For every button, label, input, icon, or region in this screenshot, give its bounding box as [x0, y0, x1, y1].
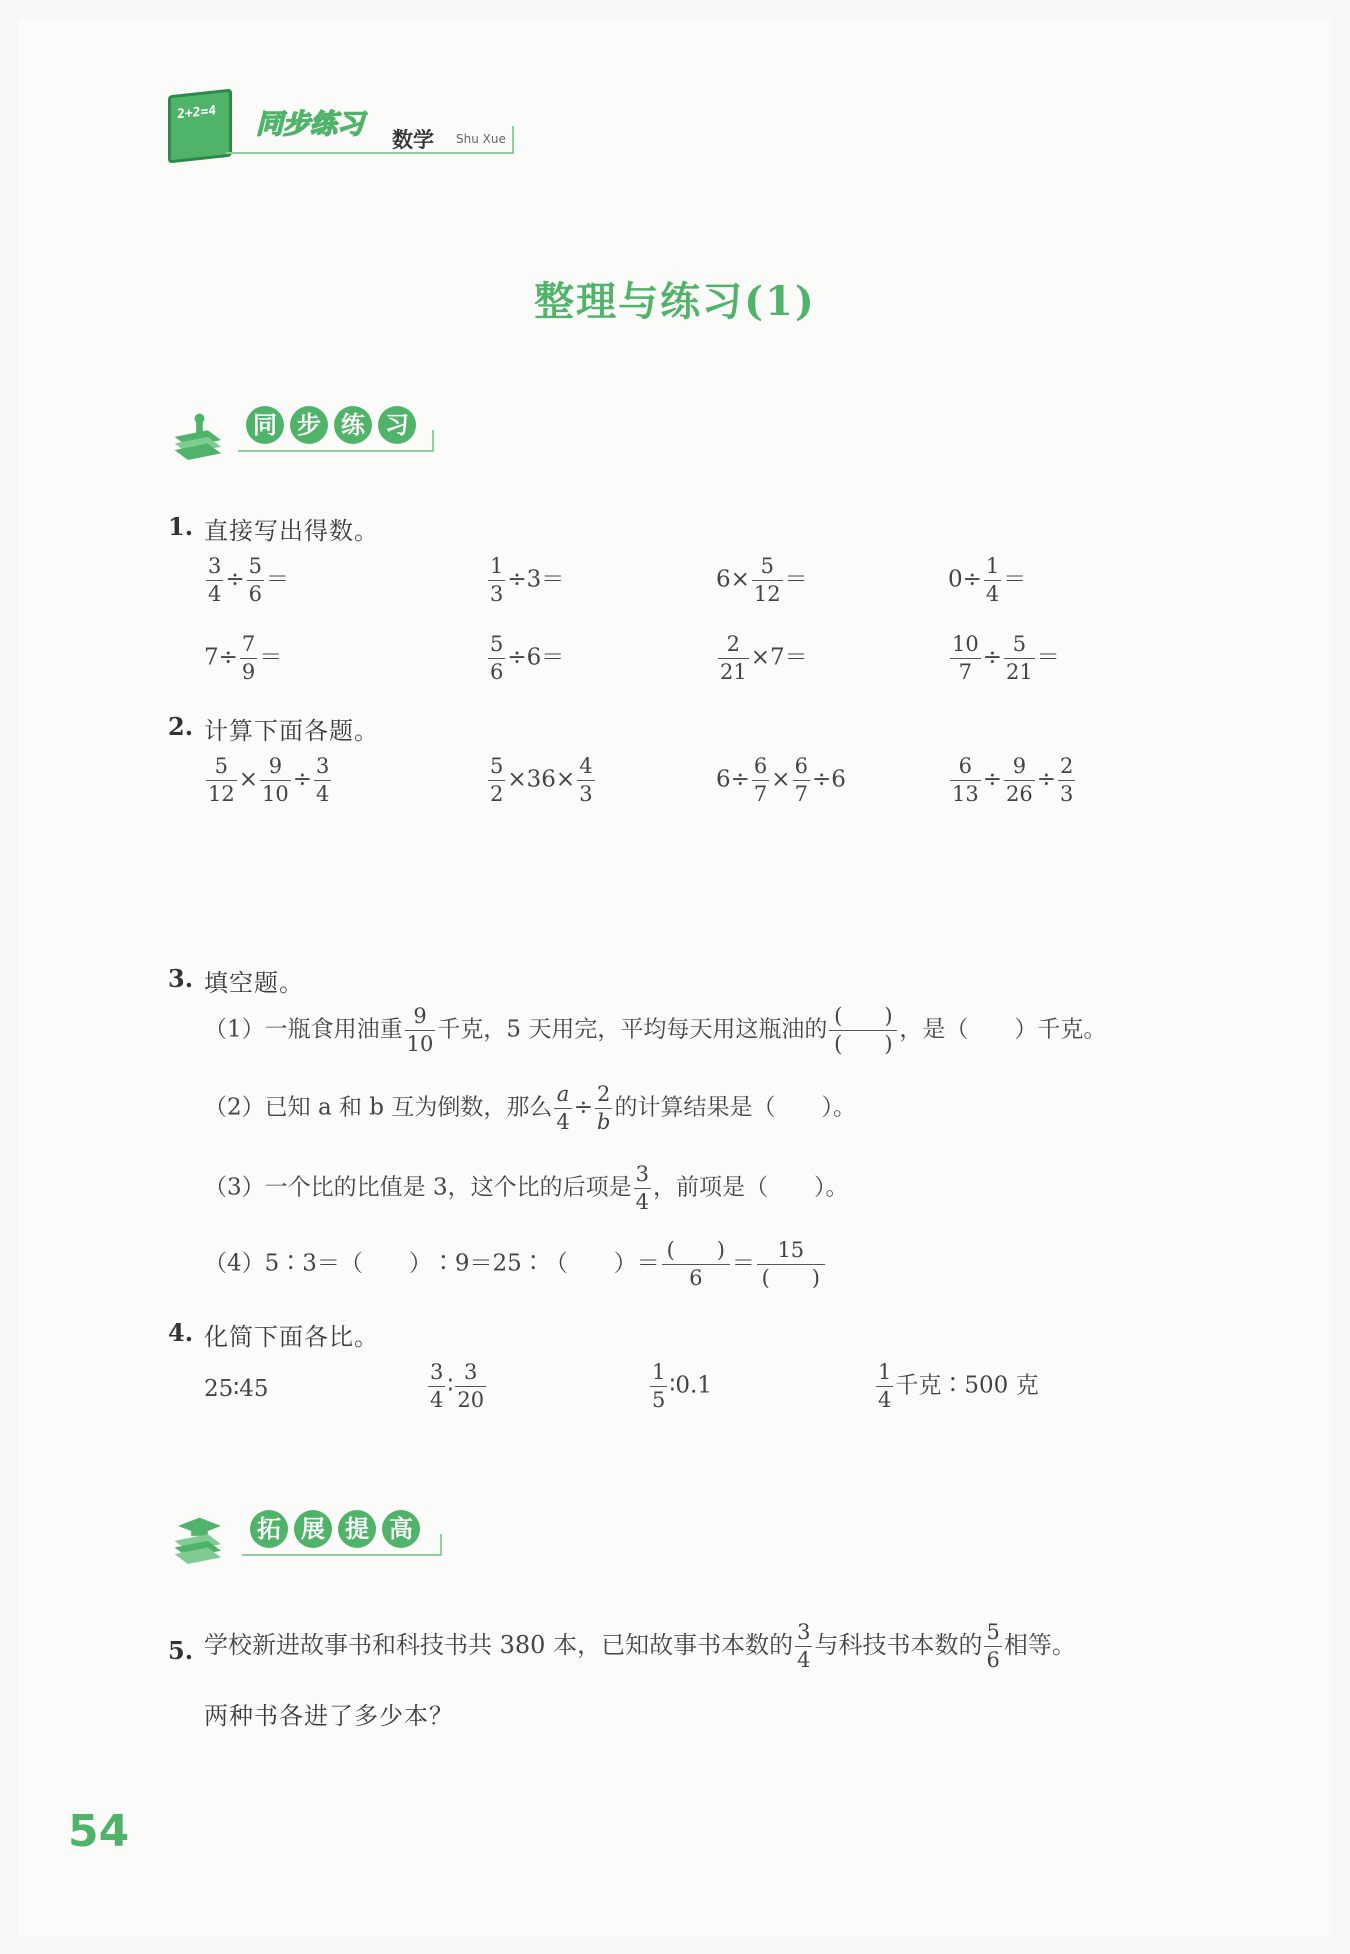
q2-text: 计算下面各题。	[204, 717, 379, 745]
badge-rule-vertical	[440, 1534, 442, 1556]
q2-expr-4: $\frac{6}{13}$ ÷ $\frac{9}{26}$ ÷ $\frac{2}{3}$	[952, 754, 1074, 806]
q5-line-2: 两种书各进了多少本？	[204, 1702, 454, 1730]
page-title: 整理与练习(1)	[534, 278, 816, 325]
badge-rule	[238, 450, 434, 452]
q2-expr-2: $\frac{5}{2}$ ×36× $\frac{4}{3}$	[490, 754, 593, 806]
q4-ratio-1: 25∶45	[204, 1376, 269, 1402]
q5-number: 5.	[168, 1636, 194, 1665]
section-badge-extension	[166, 1508, 442, 1560]
q1-expr-3: 6× $\frac{5}{12}$ ＝	[716, 554, 808, 606]
q4-ratio-4: $\frac{1}{4}$ 千克∶500 克	[878, 1360, 1039, 1412]
q3-part-3: （3）一个比的比值是 3，这个比的后项是 $\frac{3}{4}$ ，前项是（ ）。	[204, 1162, 849, 1214]
q4-text: 化简下面各比。	[204, 1323, 379, 1351]
badge-char-3: 练	[334, 406, 372, 444]
subject-label: 数学	[392, 128, 434, 152]
q1-text: 直接写出得数。	[204, 517, 379, 545]
q1-expr-1: $\frac{3}{4}$ ÷ $\frac{5}{6}$ ＝	[208, 554, 290, 606]
badge-rule	[242, 1554, 442, 1556]
q5-text: 学校新进故事书和科技书共 380 本，已知故事书本数的 $\frac{3}{4}$ 与科技书本数的 $\frac{5}{6}$ 相等。	[204, 1620, 1076, 1672]
q3-number: 3.	[168, 964, 194, 993]
section-badge-practice	[166, 404, 436, 456]
badge-char-1: 同	[246, 406, 284, 444]
q1-expr-6: $\frac{5}{6}$ ÷6＝	[490, 632, 565, 684]
q1-expr-7: $\frac{2}{21}$ ×7＝	[720, 632, 808, 684]
books-stack-icon	[166, 412, 228, 460]
header-rule	[226, 152, 514, 154]
q1-number: 1.	[168, 512, 194, 541]
badge-char-4: 高	[382, 1510, 420, 1548]
q3-text: 填空题。	[204, 969, 304, 997]
q4-number: 4.	[168, 1318, 194, 1347]
q1-expr-4: 0÷ $\frac{1}{4}$ ＝	[948, 554, 1027, 606]
badge-char-1: 拓	[250, 1510, 288, 1548]
badge-rule-vertical	[432, 430, 434, 452]
badge-char-4: 习	[378, 406, 416, 444]
series-title: 同步练习	[256, 109, 364, 140]
q4-ratio-2: $\frac{3}{4}$ ∶ $\frac{3}{20}$	[430, 1360, 485, 1412]
q3-part-1: （1）一瓶食用油重 $\frac{9}{10}$ 千克，5 天用完，平均每天用这瓶油的 $\frac{( )}{( )}$ ，是（ ）千克。	[204, 1004, 1107, 1056]
q2-number: 2.	[168, 712, 194, 741]
badge-char-2: 展	[294, 1510, 332, 1548]
page-number: 54	[68, 1806, 130, 1857]
badge-char-2: 步	[290, 406, 328, 444]
header-rule-vertical	[512, 126, 514, 154]
subject-pinyin: Shu Xue	[456, 132, 506, 146]
q4-ratio-3: $\frac{1}{5}$ ∶0.1	[652, 1360, 712, 1412]
q3-part-2: （2）已知 a 和 b 互为倒数，那么 $\frac{a}{4}$ ÷ $\frac{2}{b}$ 的计算结果是（ ）。	[204, 1082, 856, 1134]
q2-expr-3: 6÷ $\frac{6}{7}$ × $\frac{6}{7}$ ÷6	[716, 754, 846, 806]
badge-char-3: 提	[338, 1510, 376, 1548]
q1-expr-8: $\frac{10}{7}$ ÷ $\frac{5}{21}$ ＝	[952, 632, 1060, 684]
q2-expr-1: $\frac{5}{12}$ × $\frac{9}{10}$ ÷ $\frac{3}{4}$	[208, 754, 330, 806]
q3-part-4: （4）5∶3＝（ ）∶9＝25∶（ ）＝ $\frac{( )}{6}$ ＝ $\frac{15}{( )}$	[204, 1240, 827, 1289]
q1-expr-2: $\frac{1}{3}$ ÷3＝	[490, 554, 565, 606]
q1-expr-5: 7÷ $\frac{7}{9}$ ＝	[204, 632, 283, 684]
chalkboard-logo-icon: 2+2=4	[168, 89, 232, 164]
graduation-cap-books-icon	[166, 1516, 228, 1564]
